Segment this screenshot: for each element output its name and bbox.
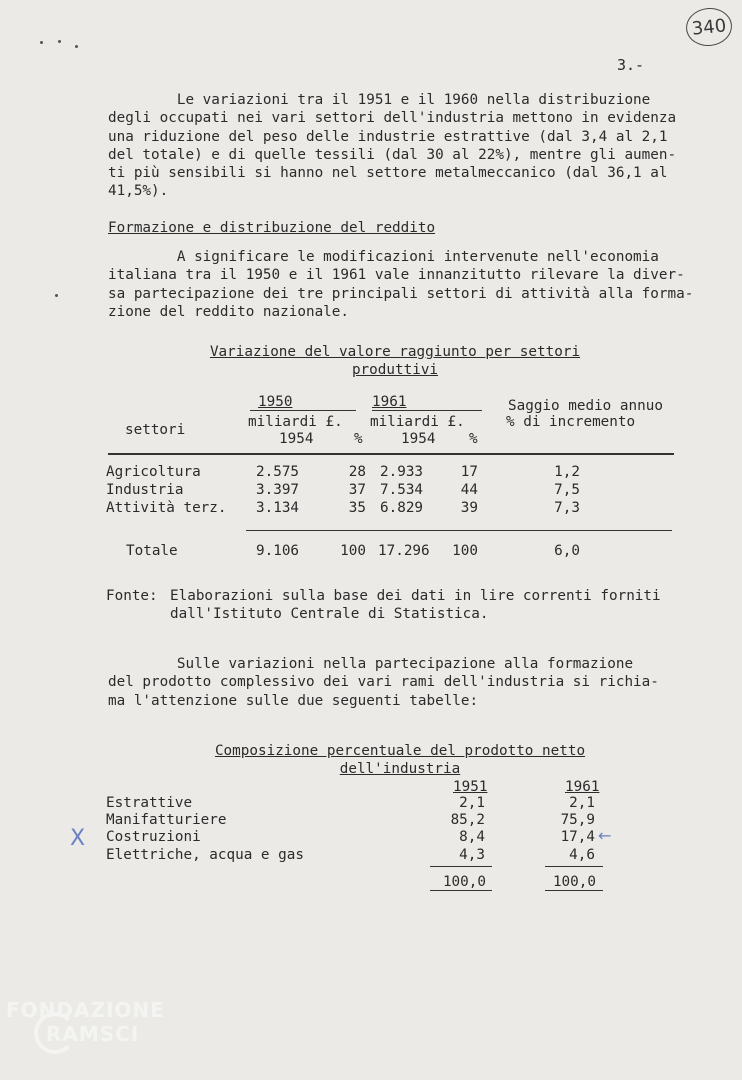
total-pct-1950: 100 <box>340 543 366 559</box>
sum-rule <box>545 866 603 867</box>
pct-1961: 44 <box>460 482 478 498</box>
sector-label: Attività terz. <box>106 500 227 516</box>
total-1951: 100,0 <box>442 874 486 890</box>
header-miliardi: miliardi £. <box>370 414 465 430</box>
row-label: Costruzioni <box>106 829 201 845</box>
header-year-1950: 1950 <box>258 394 293 410</box>
text-line: 41,5%). <box>108 183 169 200</box>
value-1951: 8,4 <box>459 829 485 845</box>
source-line: Elaborazioni sulla base dei dati in lire correnti forniti <box>170 588 661 604</box>
speck <box>40 41 43 44</box>
header-settori: settori <box>125 422 186 438</box>
value-1950: 2.575 <box>256 464 300 480</box>
text-line: italiana tra il 1950 e il 1961 vale innanzitutto rilevare la diver- <box>108 267 685 284</box>
text-line: zione del reddito nazionale. <box>108 303 350 320</box>
value-1950: 3.397 <box>256 482 300 498</box>
total-pct-1961: 100 <box>452 543 478 559</box>
speck <box>58 40 61 43</box>
text-line: del totale) e di quelle tessili (dal 30 al 22%), mentre gli aumen- <box>108 146 677 163</box>
source-label: Fonte: <box>106 588 158 604</box>
intro-paragraph <box>108 91 698 201</box>
speck <box>55 294 58 297</box>
watermark-logo <box>6 998 206 1046</box>
total-rule <box>246 530 672 531</box>
value-1951: 4,3 <box>459 847 485 863</box>
growth-rate: 1,2 <box>554 464 580 480</box>
row-label: Manifatturiere <box>106 812 227 828</box>
value-1961: 2,1 <box>569 795 595 811</box>
text-line: del prodotto complessivo dei vari rami dell'industria si richia- <box>108 674 659 691</box>
value-1961: 75,9 <box>560 812 595 828</box>
speck <box>75 45 78 48</box>
title-line: produttivi <box>351 362 439 378</box>
pct-1950: 35 <box>348 500 366 516</box>
value-1951: 85,2 <box>450 812 485 828</box>
title-line: dell'industria <box>339 761 461 777</box>
total-rule <box>545 890 603 891</box>
total-1961: 100,0 <box>552 874 596 890</box>
header-base: 1954 <box>279 431 314 447</box>
section-paragraph <box>108 248 698 321</box>
row-label: Estrattive <box>106 795 193 811</box>
page-number: 3.- <box>617 56 645 74</box>
total-1950: 9.106 <box>256 543 300 559</box>
header-saggio-sub: % di incremento <box>506 414 636 430</box>
header-year-1961: 1961 <box>372 394 407 410</box>
title-line: Composizione percentuale del prodotto netto <box>214 743 586 759</box>
handwritten-margin-mark: X <box>70 826 86 851</box>
header-miliardi: miliardi £. <box>248 414 343 430</box>
value-1951: 2,1 <box>459 795 485 811</box>
watermark-g-icon <box>34 1012 76 1054</box>
text-line: ma l'attenzione sulle due seguenti tabelle: <box>108 692 479 709</box>
pct-1961: 17 <box>460 464 478 480</box>
watermark-text: RAMSCI <box>46 1022 140 1046</box>
value-1961: 6.829 <box>380 500 424 516</box>
table-rule <box>108 453 674 455</box>
pct-1961: 39 <box>460 500 478 516</box>
total-1961: 17.296 <box>378 543 430 559</box>
pct-1950: 37 <box>348 482 366 498</box>
value-1961: 7.534 <box>380 482 424 498</box>
sum-rule <box>430 866 492 867</box>
section-heading: Formazione e distribuzione del reddito <box>108 220 436 236</box>
header-year-1961: 1961 <box>565 779 600 795</box>
total-label: Totale <box>126 543 178 559</box>
row-label: Elettriche, acqua e gas <box>106 847 304 863</box>
header-saggio: Saggio medio annuo <box>508 398 663 414</box>
text-line: ti più sensibili si hanno nel settore metalmeccanico (dal 36,1 al <box>108 165 668 182</box>
source-line: dall'Istituto Centrale di Statistica. <box>170 606 489 622</box>
growth-rate: 7,3 <box>554 500 580 516</box>
header-year-1951: 1951 <box>453 779 488 795</box>
text-line: Sulle variazioni nella partecipazione alla formazione <box>108 656 634 672</box>
total-rule <box>430 890 492 891</box>
header-pct: % <box>469 431 478 447</box>
header-pct: % <box>354 431 363 447</box>
sector-label: Agricoltura <box>106 464 201 480</box>
value-1950: 3.134 <box>256 500 300 516</box>
title-line: Variazione del valore raggiunto per settori <box>209 344 581 360</box>
text-line: A significare le modificazioni intervenute nell'economia <box>108 249 659 265</box>
header-base: 1954 <box>401 431 436 447</box>
pct-1950: 28 <box>348 464 366 480</box>
handwritten-arrow-icon: ← <box>598 826 612 845</box>
text-line: Le variazioni tra il 1951 e il 1960 nella distribuzione <box>108 92 651 108</box>
text-line: degli occupati nei vari settori dell'industria mettono in evidenza <box>108 110 677 127</box>
total-rate: 6,0 <box>554 543 580 559</box>
table1-title <box>195 343 595 379</box>
text-line: sa partecipazione dei tre principali settori di attività alla forma- <box>108 285 694 302</box>
archive-stamp: 340 <box>684 6 734 49</box>
value-1961: 4,6 <box>569 847 595 863</box>
sector-label: Industria <box>106 482 184 498</box>
header-rule <box>372 410 482 411</box>
table2-title <box>190 742 610 778</box>
value-1961: 17,4 <box>560 829 595 845</box>
watermark-text: FONDAZIONE <box>6 998 165 1022</box>
paragraph-three <box>108 655 698 710</box>
value-1961: 2.933 <box>380 464 424 480</box>
growth-rate: 7,5 <box>554 482 580 498</box>
text-line: una riduzione del peso delle industrie estrattive (dal 3,4 al 2,1 <box>108 128 668 145</box>
header-rule <box>250 410 356 411</box>
